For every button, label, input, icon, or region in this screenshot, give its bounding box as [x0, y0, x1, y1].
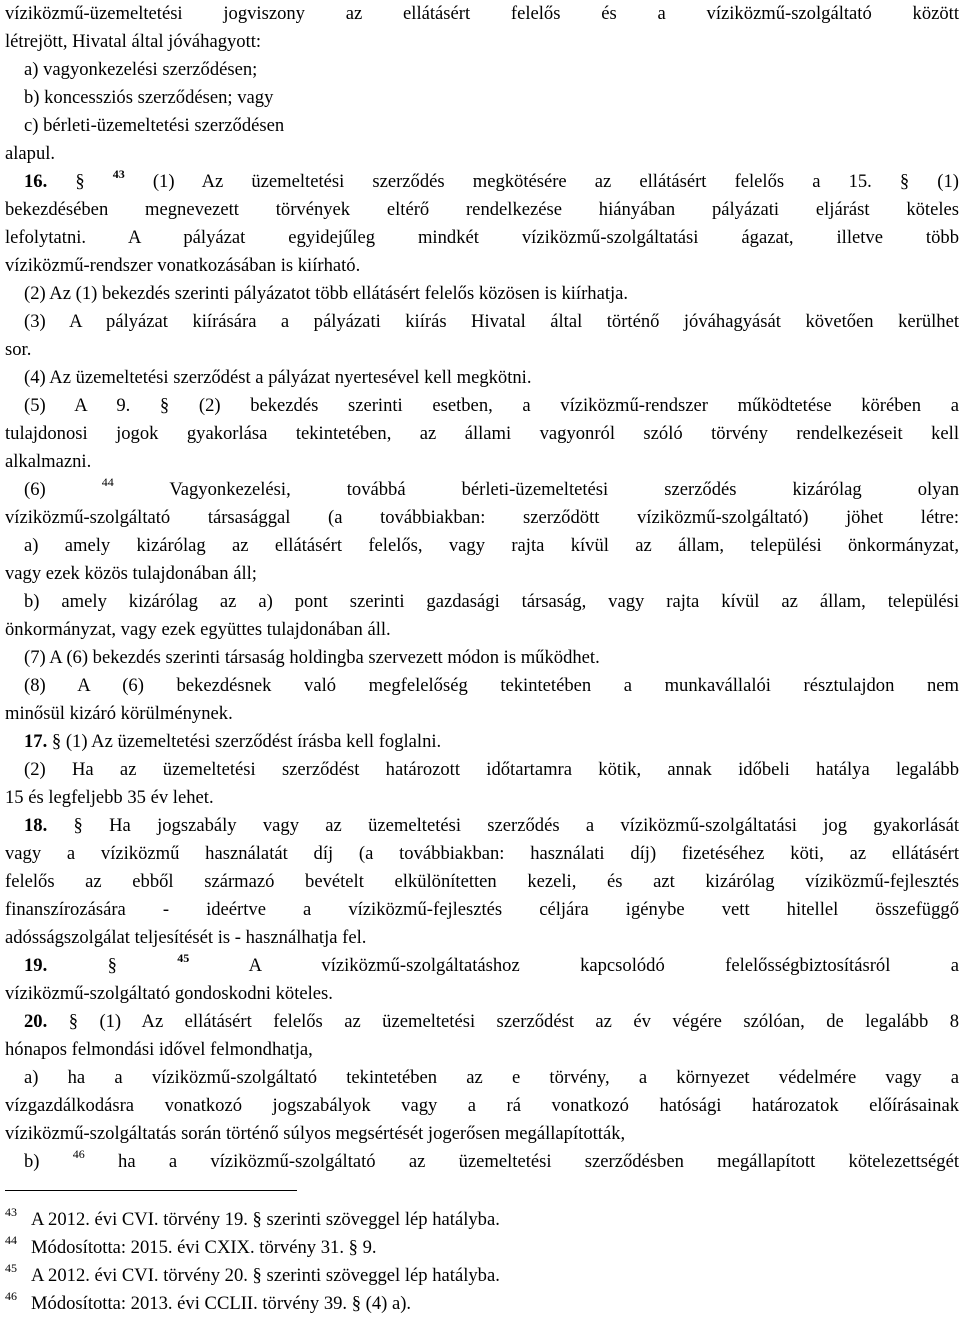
footnote-ref[interactable]: 45 [177, 951, 190, 965]
paragraph: (3) A pályázat kiírására a pályázati kiírás Hivatal által történő jóváhagyását követően kerülhet [24, 311, 959, 332]
paragraph: (2) Ha az üzemeltetési szerződést határozott időtartamra kötik, annak időbeli hatálya legalább [24, 759, 959, 780]
item-text: ha a víziközmű-szolgáltató az üzemeltetési szerződésben megállapított kötelezettségét [118, 1151, 959, 1172]
paragraph: (4) Az üzemeltetési szerződést a pályázat nyertesével kell megkötni. [24, 367, 532, 388]
text-line: tulajdonosi jogok gyakorlása tekintetében, az állami vagyonról szóló törvény rendelkezéseit kell [5, 423, 959, 444]
item-letter: b) [24, 1151, 40, 1172]
footnote-text: A 2012. évi CVI. törvény 20. § szerinti szöveggel lép hatályba. [31, 1265, 500, 1286]
footnote-text: A 2012. évi CVI. törvény 19. § szerinti szöveggel lép hatályba. [31, 1209, 500, 1230]
text-line: bekezdésében megnevezett törvények eltérő rendelkezése hiányában pályázati eljárást köteles [5, 199, 959, 220]
footnote-text: Módosította: 2013. évi CCLII. törvény 39. § (4) a). [31, 1293, 412, 1314]
text-line: vagy ezek közös tulajdonában áll; [5, 563, 257, 584]
section-number: 17. [24, 731, 48, 752]
text-line: minősül kizáró körülménynek. [5, 703, 233, 724]
text-line: vízgazdálkodásra vonatkozó jogszabályok vagy a rá vonatkozó hatósági határozatok előírásainak [5, 1095, 959, 1116]
section-16-heading [5, 168, 959, 196]
section-text: § (1) Az ellátásért felelős az üzemeltetési szerződést az év végére szólóan, de legalább 8 [68, 1011, 959, 1032]
document-body [5, 0, 959, 1176]
footnote: 43 A 2012. évi CVI. törvény 19. § szerinti szöveggel lép hatályba. [5, 1205, 500, 1230]
section-number: 18. [24, 815, 48, 836]
list-item [5, 1148, 959, 1176]
section-text: (1) Az üzemeltetési szerződés megkötésére az ellátásért felelős a 15. § (1) [152, 171, 959, 192]
text-line: vagy a víziközmű használatát díj (a továbbiakban: használati díj) fizetéséhez köti, az ellátásért [5, 843, 959, 864]
list-item: a) vagyonkezelési szerződésen; [24, 59, 258, 80]
list-item: a) amely kizárólag az ellátásért felelős, vagy rajta kívül az állam, települési önkormányzat, [24, 535, 959, 556]
text-line: létrejött, Hivatal által jóváhagyott: [5, 31, 262, 52]
section-number: 19. [24, 955, 48, 976]
list-item: c) bérleti-üzemeltetési szerződésen [24, 115, 285, 136]
list-item: a) ha a víziközmű-szolgáltató tekintetében az e törvény, a környezet védelmére vagy a [24, 1067, 959, 1088]
paragraph: (2) Az (1) bekezdés szerinti pályázatot több ellátásért felelős közösen is kiírhatja. [24, 283, 629, 304]
text-line: alapul. [5, 143, 56, 164]
text-line: víziközmű-üzemeltetési jogviszony az ellátásért felelős és a víziközmű-szolgáltató között [5, 3, 959, 24]
footnote: 45 A 2012. évi CVI. törvény 20. § szerinti szöveggel lép hatályba. [5, 1261, 500, 1286]
text-line: lefolytatni. A pályázat egyidejűleg mindkét víziközmű-szolgáltatási ágazat, illetve több [5, 227, 959, 248]
text-line: adósságszolgálat teljesítését is - használhatja fel. [5, 927, 367, 948]
paragraph-sign: § [107, 955, 117, 976]
text-line: víziközmű-szolgáltatás során történő súlyos megsértését jogerősen megállapították, [5, 1123, 626, 1144]
text-line: sor. [5, 339, 32, 360]
list-item: b) amely kizárólag az a) pont szerinti gazdasági társaság, vagy rajta kívül az állam, települési [24, 591, 959, 612]
text-line: víziközmű-szolgáltató gondoskodni köteles. [5, 983, 333, 1004]
text-line: víziközmű-szolgáltató társasággal (a továbbiakban: szerződött víziközmű-szolgáltató) jöhet létre: [5, 507, 959, 528]
section-20-heading [5, 1008, 959, 1036]
section-19-heading [5, 952, 959, 980]
section-18-heading [5, 812, 959, 840]
section-text: § Ha jogszabály vagy az üzemeltetési szerződés a víziközmű-szolgáltatási jog gyakorlását [73, 815, 960, 836]
footnote-text: Módosította: 2015. évi CXIX. törvény 31. § 9. [31, 1237, 377, 1258]
paragraph-sign: § [75, 171, 85, 192]
paragraph: (5) A 9. § (2) bekezdés szerinti esetben, a víziközmű-rendszer működtetése körében a [24, 395, 959, 416]
footnote-ref[interactable]: 46 [72, 1147, 85, 1161]
section-number: 20. [24, 1011, 48, 1032]
paragraph: (8) A (6) bekezdésnek való megfelelőség tekintetében a munkavállalói résztulajdon nem [24, 675, 959, 696]
paragraph: (7) A (6) bekezdés szerinti társaság holdingba szervezett módon is működhet. [24, 647, 600, 668]
footnote-ref[interactable]: 44 [101, 475, 114, 489]
section-text: § (1) Az üzemeltetési szerződést írásba kell foglalni. [51, 731, 442, 752]
text-line: felelős az ebből származó bevételt elkülönítetten kezeli, és azt kizárólag víziközmű-fejlesztés [5, 871, 959, 892]
footnote: 46 Módosította: 2013. évi CCLII. törvény 39. § (4) a). [5, 1289, 412, 1314]
text-line: víziközmű-rendszer vonatkozásában is kiírható. [5, 255, 361, 276]
footnote-separator [5, 1190, 297, 1191]
section-17-heading [5, 728, 959, 756]
list-item: b) koncessziós szerződésen; vagy [24, 87, 274, 108]
text-line: alkalmazni. [5, 451, 92, 472]
text-line: önkormányzat, vagy ezek együttes tulajdonában áll. [5, 619, 391, 640]
section-text: A víziközmű-szolgáltatáshoz kapcsolódó felelősségbiztosításról a [248, 955, 959, 976]
paragraph-text: Vagyonkezelési, továbbá bérleti-üzemeltetési szerződés kizárólag olyan [169, 479, 959, 500]
footnote: 44 Módosította: 2015. évi CXIX. törvény 31. § 9. [5, 1233, 377, 1258]
section-number: 16. [24, 171, 48, 192]
footnote-ref[interactable]: 43 [112, 167, 125, 181]
paragraph-number: (6) [24, 479, 46, 500]
paragraph [5, 476, 959, 504]
footnotes [5, 1206, 959, 1318]
text-line: 15 és legfeljebb 35 év lehet. [5, 787, 214, 808]
text-line: finanszírozására - ideértve a víziközmű-fejlesztés céljára igénybe vett hitellel összefüggő [5, 899, 959, 920]
text-line: hónapos felmondási idővel felmondhatja, [5, 1039, 313, 1060]
